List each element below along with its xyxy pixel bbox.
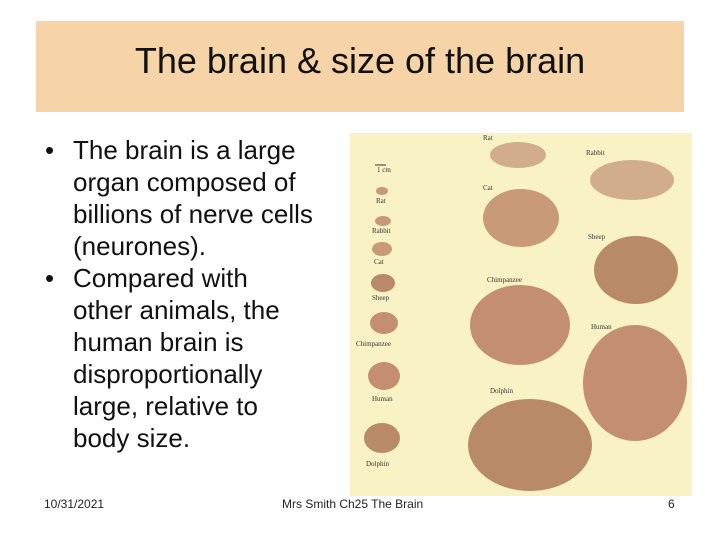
left-label-cat: Cat	[374, 258, 384, 266]
left-label-rat: Rat	[376, 197, 386, 205]
left-label-human: Human	[372, 395, 393, 403]
page-number: 6	[668, 497, 675, 511]
bullet-marker: •	[45, 263, 55, 293]
label-scale: 1 cm	[377, 166, 391, 174]
left-label-chimpanzee: Chimpanzee	[356, 340, 391, 348]
brain-chimpanzee	[470, 285, 570, 365]
label-cat: Cat	[483, 184, 493, 192]
bullet-line: (neurones).	[73, 231, 206, 261]
footer-title: Mrs Smith Ch25 The Brain	[282, 497, 424, 511]
bullet-list	[45, 134, 445, 454]
brain-dolphin	[468, 399, 592, 491]
bullet-item	[45, 134, 445, 262]
brain-rabbit	[590, 160, 674, 200]
bullet-item	[45, 262, 445, 454]
bullet-line: billions of nerve cells	[73, 199, 313, 229]
footer-date: 10/31/2021	[44, 497, 105, 511]
left-label-rabbit: Rabbit	[372, 227, 391, 235]
left-label-sheep: Sheep	[372, 294, 390, 302]
bullet-line: disproportionally	[73, 359, 263, 389]
bullet-line: human brain is	[73, 327, 244, 357]
brain-human	[583, 325, 687, 441]
bullet-line: Compared with	[73, 263, 248, 293]
slide-title: The brain & size of the brain	[134, 40, 586, 81]
label-dolphin: Dolphin	[490, 387, 513, 395]
bullet-text	[73, 134, 313, 262]
bullet-line: other animals, the	[73, 295, 280, 325]
bullet-line: organ composed of	[73, 167, 296, 197]
left-label-dolphin: Dolphin	[366, 460, 389, 468]
label-chimpanzee: Chimpanzee	[487, 276, 522, 284]
label-rabbit: Rabbit	[586, 149, 605, 157]
bullet-line: The brain is a large	[73, 135, 296, 165]
label-sheep: Sheep	[588, 233, 606, 241]
bullet-text	[73, 262, 280, 454]
bullet-line: large, relative to	[73, 391, 258, 421]
label-human: Human	[591, 323, 612, 331]
brain-sheep	[594, 236, 678, 304]
label-rat: Rat	[483, 134, 493, 142]
bullet-line: body size.	[73, 423, 191, 453]
bullet-marker: •	[45, 135, 55, 165]
brain-cat	[483, 189, 559, 247]
brain-rat	[490, 142, 546, 168]
